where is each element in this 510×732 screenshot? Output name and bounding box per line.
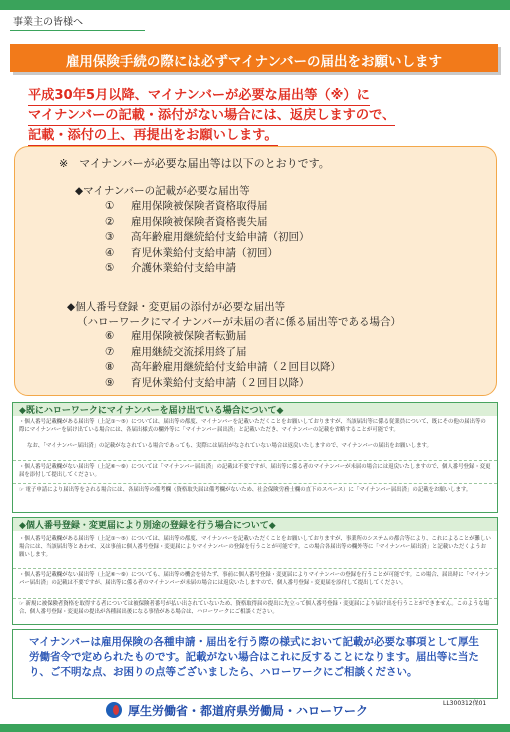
- greeting: 事業主の皆様へ: [13, 17, 83, 28]
- list-item: ⑥ 雇用保険被保険者転勤届: [105, 330, 247, 342]
- group2-list: [105, 329, 341, 391]
- lead-line-2: マイナンバーの記載・添付がない場合には、返戻しますので、: [28, 106, 395, 126]
- closing-text: マイナンバーは雇用保険の各種申請・届出を行う際の様式において記載が必要な事項として厚生労働省令で定められたものです。記載がない場合はこれに反することになります。届出等に当たり、ご不明な点、お困りの点等ございましたら、ハローワークにご相談ください。: [29, 636, 480, 678]
- list-item: ⑤ 介護休業給付支給申請: [105, 262, 236, 275]
- bottom-green-bar: [0, 724, 510, 732]
- lead-line-3: 記載・添付の上、再提出をお願いします。: [28, 126, 278, 146]
- section-separate-registration: [12, 517, 498, 625]
- list-item: ④ 育児休業給付支給申請（初回）: [105, 246, 278, 259]
- section1-paragraph: ・個人番号記載欄がある届出等（上記①～⑤）については、届出等の都度、マイナンバーを記載いただくことをお願いしておりますが、当該届出等に係る従業員について、既にその他の届出等の際にマイナンバーを届け出ている場合には、各届出様式の欄外等に「マイナンバー届出済」と記載いただき、マイナンバーの記載を省略することが可能です。: [19, 419, 486, 433]
- document-code: LL300312保01: [443, 700, 487, 707]
- list-item: ③ 高年齢雇用継続給付支給申請（初回）: [105, 231, 310, 244]
- section1-paragraph: ☞ 電子申請により届出等をされる場合には、各届出等の備考欄（資格取失届は備考欄がないため、社会保険労務士欄の直下のスペース）に「マイナンバー届出済」の記載をお願いします。: [19, 487, 472, 493]
- section2-header: [13, 518, 497, 531]
- section2-paragraph: ・個人番号記載欄がない届出等（上記⑥～⑨）についても、届出等の機会を待たず、事前に個人番号登録・変更届によりマイナンバーの登録を行うことが可能です。この場合、届出時に「マイナンバー届出済」の記載は不要ですが、届出等に係る者のマイナンバーが未届の場合には返戻いたしますので、個人番号登録・変更届を添付して提出してください。: [19, 572, 491, 586]
- greeting-underline: [10, 30, 145, 31]
- section2-paragraph: ☞ 新規に被保険者資格を取得する者については被保険者番号が払い出されていないため、資格取得届の提出に先立って個人番号登録・変更届により届け出を行うことができません。このような場合、個人番号登録・変更届の提出が各種届出後になる事情がある場合は、ハローワークにご相談ください。: [19, 601, 490, 615]
- list-item: ⑧ 高年齢雇用継続給付支給申請（２回目以降）: [105, 361, 341, 374]
- top-green-bar: [0, 0, 510, 10]
- footer-organization: 厚生労働省・都道府県労働局・ハローワーク: [128, 704, 369, 718]
- group1-list: [105, 199, 310, 277]
- divider: [13, 568, 497, 569]
- section1-paragraph: なお、「マイナンバー届出済」の記載がなされている場合であっても、実際には届出がなされていない場合は返戻いたしますので、マイナンバーの届出をお願いします。: [27, 443, 432, 449]
- list-item: ① 雇用保険被保険者資格取得届: [105, 200, 268, 212]
- section2-title: ◆個人番号登録・変更届により別途の登録を行う場合について◆: [19, 521, 276, 531]
- section1-paragraph: ・個人番号記載欄がない届出等（上記⑥～⑨）については「マイナンバー届出済」の記載は不要ですが、届出等に係る者のマイナンバーが未届の場合には返戻いたしますので、個人番号登録・変更届を添付して提出してください。: [19, 464, 491, 478]
- divider: [13, 483, 497, 484]
- list-item: ② 雇用保険被保険者資格喪失届: [105, 215, 268, 228]
- divider: [13, 598, 497, 599]
- ministry-logo-icon: [106, 702, 122, 718]
- group2-title: ◆個人番号登録・変更届の添付が必要な届出等: [67, 301, 286, 313]
- section1-header: [13, 403, 497, 416]
- required-forms-panel: [14, 146, 497, 396]
- divider: [13, 460, 497, 461]
- section1-title: ◆既にハローワークにマイナンバーを届け出ている場合について◆: [19, 406, 284, 416]
- closing-box: [12, 629, 498, 699]
- title-banner: [10, 44, 498, 72]
- panel-intro: ※ マイナンバーが必要な届出等は以下のとおりです。: [59, 157, 330, 170]
- lead-line-1: 平成30年5月以降、マイナンバーが必要な届出等（※）に: [28, 86, 370, 106]
- group1-title: ◆マイナンバーの記載が必要な届出等: [75, 185, 250, 197]
- section2-paragraph: ・個人番号記載欄がある届出等（上記①～⑤）については、届出等の都度、マイナンバーを記載いただくことをお願いしておりますが、事業所のシステムの都合等により、これによることが難しい場合には、当該届出等とあわせ、又は事前に個人番号登録・変更届によりマイナンバーの登録を行うことが可能です。この場合各届出等の欄外等に「マイナンバー届出済」と記載いただくようお願いします。: [19, 536, 491, 558]
- list-item: ⑨ 育児休業給付支給申請（２回目以降）: [105, 376, 310, 389]
- lead-paragraph: [28, 86, 498, 146]
- list-item: ⑦ 雇用継続交流採用終了届: [105, 345, 247, 358]
- section-already-submitted: [12, 402, 498, 513]
- banner-title: 雇用保険手続の際には必ずマイナンバーの届出をお願いします: [65, 54, 443, 70]
- group2-note: （ハローワークにマイナンバーが未届の者に係る届出等である場合）: [77, 316, 402, 328]
